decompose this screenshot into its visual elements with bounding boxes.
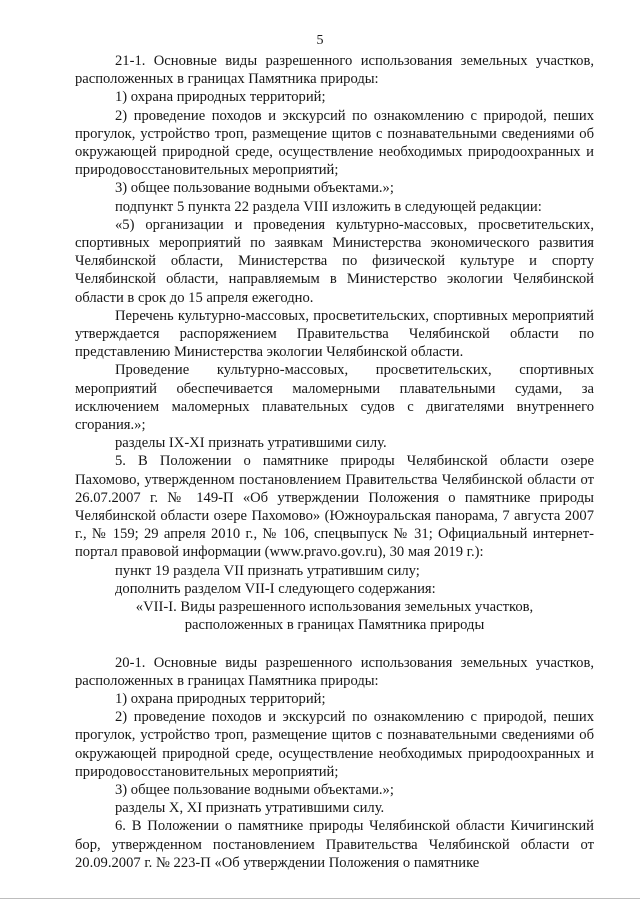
paragraph-subpoint-5: подпункт 5 пункта 22 раздела VIII изложить в следующей редакции: bbox=[115, 198, 542, 215]
paragraph-item-5-pakhomovo: 5. В Положении о памятнике природы Челябинской области озере Пахомово, утвержденном постановлением Правительства Челябинской области от 26.07.2007 г. № 149-П «Об утверждении Положения о памятнике природы Челябинской области озере Пахомово» (Южноуральская панорама, 7 августа 2007 г., № 159; 29 апреля 2010 г., № 106, спецвыпуск № 31; Официальный интернет-портал правовой информации (www.pravo.gov.ru), 30 мая 2019 г.): bbox=[75, 453, 594, 561]
section-heading-line-1: «VII-I. Виды разрешенного использования земельных участков, bbox=[135, 599, 534, 616]
list-item-3: 3) общее пользование водными объектами.»; bbox=[115, 180, 394, 197]
page-number: 5 bbox=[316, 33, 324, 48]
paragraph-20-1-intro: 20-1. Основные виды разрешенного использования земельных участков, расположенных в границах Памятника природы: bbox=[75, 654, 594, 689]
list-item-1: 1) охрана природных территорий; bbox=[115, 89, 326, 106]
scan-bottom-edge bbox=[0, 898, 640, 899]
paragraph-add-section: дополнить разделом VII-I следующего содержания: bbox=[115, 580, 436, 597]
document-body bbox=[75, 52, 594, 872]
paragraph-events-list: Перечень культурно-массовых, просветительских, спортивных мероприятий утверждается распоряжением Правительства Челябинской области по представлению Министерства экологии Челябинской области. bbox=[75, 307, 594, 361]
section-heading-line-2: расположенных в границах Памятника природы bbox=[184, 617, 485, 634]
list-item-2: 2) проведение походов и экскурсий по ознакомлению с природой, пеших прогулок, устройство троп, размещение щитов с познавательными сведениями об окружающей природной среде, осуществление необходимых природоохранных и природовосстановительных мероприятий; bbox=[75, 107, 594, 179]
list-item-1-b: 1) охрана природных территорий; bbox=[115, 690, 326, 707]
paragraph-sections-void: разделы IX-XI признать утратившими силу. bbox=[115, 435, 387, 452]
list-item-2-b: 2) проведение походов и экскурсий по ознакомлению с природой, пеших прогулок, устройство троп, размещение щитов с познавательными сведениями об окружающей природной среде, осуществление необходимых природоохранных и природовосстановительных мероприятий; bbox=[75, 709, 594, 780]
paragraph-quote-5: «5) организации и проведения культурно-массовых, просветительских, спортивных мероприятий по заявкам Министерства экономического развития Челябинской области, Министерства по физической культуре и спорту Челябинской области, направляемым в Министерство экологии Челябинской области в срок до 15 апреля ежегодно. bbox=[75, 216, 594, 306]
paragraph-sections-x-xi: разделы X, XI признать утратившими силу. bbox=[115, 800, 385, 817]
paragraph-item-6-kichiginsky: 6. В Положении о памятнике природы Челябинской области Кичигинский бор, утвержденном постановлением Правительства Челябинской области от 20.09.2007 г. № 223-П «Об утверждении Положения о памятнике bbox=[75, 818, 594, 871]
list-item-3-b: 3) общее пользование водными объектами.»; bbox=[115, 781, 394, 798]
paragraph-events-boats: Проведение культурно-массовых, просветительских, спортивных мероприятий обеспечивается маломерными плавательными судами, за исключением маломерных плавательных судов с двигателями внутреннего сгорания.»; bbox=[75, 362, 594, 434]
paragraph-point-19: пункт 19 раздела VII признать утратившим силу; bbox=[115, 562, 420, 579]
paragraph-21-1-intro: 21-1. Основные виды разрешенного использования земельных участков, расположенных в границах Памятника природы: bbox=[75, 53, 594, 88]
